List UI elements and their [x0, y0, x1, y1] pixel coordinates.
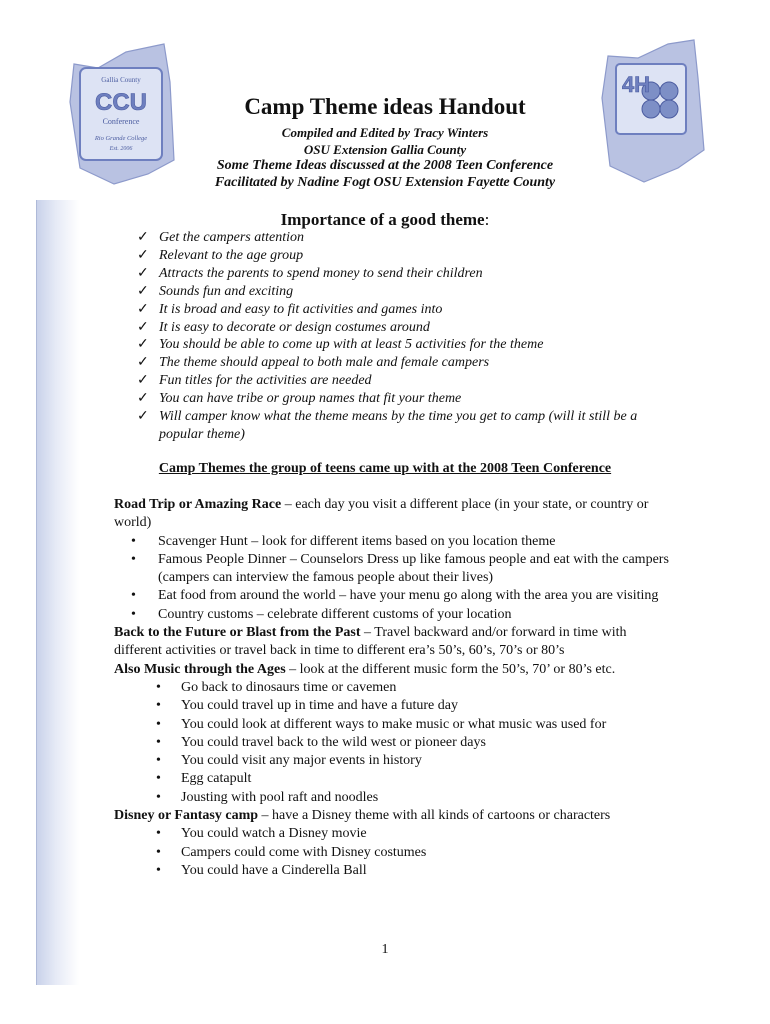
bullet-icon: • — [131, 551, 136, 567]
bullet-icon: • — [156, 844, 161, 860]
list-item — [114, 825, 674, 843]
checklist-text: Get the campers attention — [159, 230, 305, 245]
bullet-icon: • — [156, 679, 161, 695]
bullet-text: Campers could come with Disney costumes — [181, 844, 427, 860]
bullet-text: You could have a Cinderella Ball — [181, 862, 367, 878]
list-item — [114, 679, 674, 697]
checklist-text: It is easy to decorate or design costumes around — [159, 319, 430, 335]
bullet-text: You could travel up in time and have a future day — [181, 698, 458, 714]
check-icon: ✓ — [137, 337, 149, 353]
bullet-text: Eat food from around the world – have your menu go along with the area you are visiting — [158, 588, 659, 604]
list-item — [137, 283, 657, 301]
list-item — [137, 408, 657, 444]
check-icon: ✓ — [137, 373, 149, 389]
road-trip-paragraph — [114, 496, 674, 533]
bullet-text: You could travel back to the wild west or pioneer days — [181, 734, 486, 750]
bullet-icon: • — [156, 698, 161, 714]
bullet-icon: • — [156, 716, 161, 732]
checklist-text: You can have tribe or group names that fit your theme — [159, 391, 462, 407]
bullet-icon: • — [131, 606, 136, 622]
checklist-text: Attracts the parents to spend money to send their children — [159, 265, 483, 281]
music-list — [114, 679, 674, 807]
road-trip-desc: – each day you visit a different place (in your state, or country or world) — [114, 497, 649, 531]
checklist-text: Sounds fun and exciting — [159, 283, 294, 299]
check-icon: ✓ — [137, 391, 149, 407]
page-title: Camp Theme ideas Handout — [244, 94, 526, 119]
list-item — [137, 265, 657, 283]
check-icon: ✓ — [137, 319, 149, 335]
list-item — [137, 336, 657, 354]
bullet-icon: • — [156, 862, 161, 878]
bullet-text: You could look at different ways to make music or what music was used for — [181, 716, 607, 732]
bullet-icon: • — [156, 789, 161, 805]
check-icon: ✓ — [137, 301, 149, 317]
bullet-text: Go back to dinosaurs time or cavemen — [181, 679, 397, 695]
logo-left-line2: CCU — [95, 89, 147, 116]
checklist-text: It is broad and easy to fit activities and games into — [159, 301, 443, 317]
list-item — [137, 354, 657, 372]
themes-body — [114, 496, 674, 880]
list-item — [114, 606, 674, 624]
bullet-text: Scavenger Hunt – look for different items based on you location theme — [158, 533, 556, 549]
compiled-by: Compiled and Edited by Tracy Winters — [281, 125, 489, 140]
music-title: Also Music through the Ages — [114, 661, 286, 677]
bullet-text: Jousting with pool raft and noodles — [181, 789, 379, 805]
checklist-text: Fun titles for the activities are needed — [159, 373, 372, 389]
bullet-icon: • — [156, 753, 161, 769]
music-desc: – look at the different music form the 50’s, 70’ or 80’s etc. — [285, 661, 616, 677]
disney-list — [114, 825, 674, 880]
bullet-icon: • — [131, 533, 136, 549]
check-icon: ✓ — [137, 230, 149, 245]
logo-left-line5: Est. 2006 — [109, 146, 133, 152]
list-item — [137, 390, 657, 408]
check-icon: ✓ — [137, 409, 149, 425]
bullet-text: Egg catapult — [181, 771, 252, 787]
list-item — [114, 587, 674, 605]
future-desc: – Travel backward and/or forward in time with different activities or travel back in time to different era’s 50’s, 60’s, 70’s or 80’s — [114, 625, 627, 659]
list-item — [137, 372, 657, 390]
bullet-icon: • — [131, 588, 136, 604]
list-item — [114, 752, 674, 770]
checklist-text: The theme should appeal to both male and female campers — [159, 355, 490, 371]
checklist-text: Relevant to the age group — [159, 247, 304, 263]
list-item — [137, 229, 657, 247]
checklist-text: Will camper know what the theme means by the time you get to camp (will it still be a popular theme) — [159, 409, 638, 442]
logo-left-line3: Conference — [102, 117, 140, 126]
bullet-text: Famous People Dinner – Counselors Dress up like famous people and eat with the campers (campers can interview the famous people about their lives) — [158, 551, 669, 586]
importance-heading — [0, 210, 770, 230]
bullet-icon: • — [156, 771, 161, 787]
list-item — [114, 862, 674, 880]
road-trip-list — [114, 533, 674, 624]
disney-paragraph — [114, 807, 674, 825]
list-item — [137, 247, 657, 265]
disney-title: Disney or Fantasy camp — [114, 808, 259, 824]
check-icon: ✓ — [137, 283, 149, 299]
list-item — [114, 697, 674, 715]
extension-office: OSU Extension Gallia County — [303, 142, 467, 157]
list-item — [137, 301, 657, 319]
list-item — [114, 551, 674, 588]
importance-heading-colon: : — [484, 210, 490, 229]
list-item — [114, 844, 674, 862]
bullet-text: You could watch a Disney movie — [181, 826, 367, 842]
future-paragraph — [114, 624, 674, 661]
list-item — [114, 734, 674, 752]
check-icon: ✓ — [137, 355, 149, 371]
bullet-icon: • — [156, 826, 161, 842]
disney-desc: – have a Disney theme with all kinds of cartoons or characters — [258, 808, 611, 824]
list-item — [114, 533, 674, 551]
logo-right-text: 4H — [621, 72, 651, 97]
check-icon: ✓ — [137, 265, 149, 281]
list-item — [137, 319, 657, 337]
bullet-icon: • — [156, 734, 161, 750]
logo-left-line1: Gallia County — [101, 76, 141, 84]
facilitator-note: Facilitated by Nadine Fogt OSU Extension Fayette County — [214, 175, 556, 190]
importance-heading-text: Importance of a good theme — [280, 210, 485, 229]
bullet-text: You could visit any major events in history — [181, 753, 422, 769]
list-item — [114, 716, 674, 734]
logo-left-line4: Rio Grande College — [94, 135, 148, 142]
list-item — [114, 770, 674, 788]
future-title: Back to the Future or Blast from the Past — [114, 625, 361, 641]
conference-note: Some Theme Ideas discussed at the 2008 Teen Conference — [216, 158, 554, 173]
road-trip-title: Road Trip or Amazing Race — [114, 497, 282, 512]
bullet-text: Country customs – celebrate different customs of your location — [158, 606, 512, 622]
list-item — [114, 789, 674, 807]
decorative-sidebar — [36, 200, 79, 985]
page-number: 1 — [381, 942, 389, 957]
importance-checklist — [137, 229, 657, 444]
check-icon: ✓ — [137, 247, 149, 263]
checklist-text: You should be able to come up with at least 5 activities for the theme — [159, 337, 544, 353]
music-paragraph — [114, 661, 674, 679]
themes-heading: Camp Themes the group of teens came up with at the 2008 Teen Conference — [158, 461, 612, 476]
